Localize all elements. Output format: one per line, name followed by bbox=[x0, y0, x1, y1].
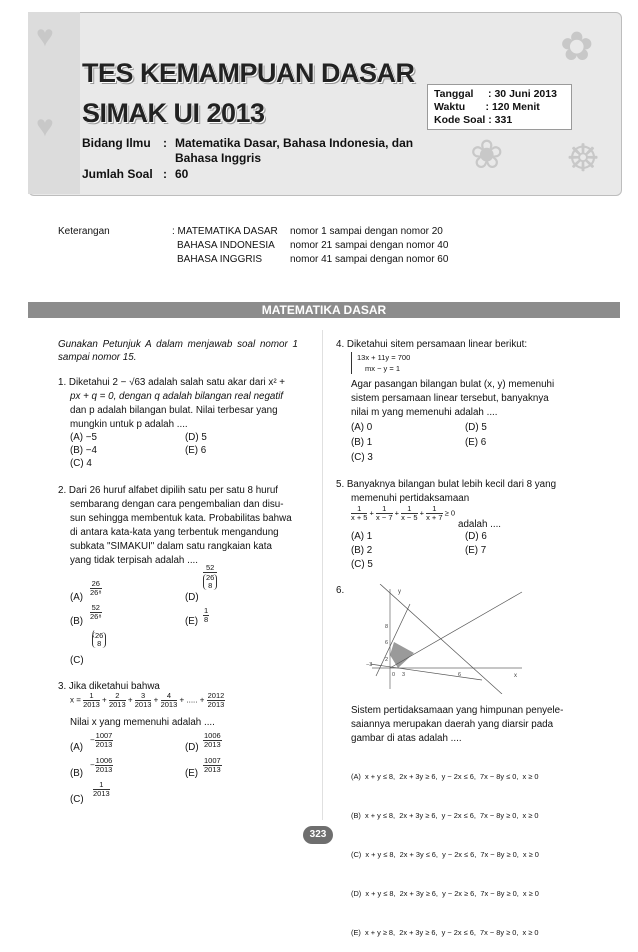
q3-option-b: (B) bbox=[70, 768, 84, 779]
q2-option-e: (E) bbox=[185, 616, 199, 627]
bidang-colon: : bbox=[163, 136, 167, 150]
q2-line: 2. Dari 26 huruf alfabet dipilih satu per satu 8 huruf bbox=[58, 485, 279, 496]
q1-line: px + q = 0, dengan q adalah bilangan real negatif bbox=[70, 391, 283, 402]
q2-option-b: (B) bbox=[70, 616, 84, 627]
q4-line: 4. Diketahui sitem persamaan linear berikut: bbox=[336, 339, 528, 350]
q4-line: nilai m yang memenuhi adalah .... bbox=[351, 407, 498, 418]
q2-option-d-binomial: 26 8 bbox=[203, 574, 217, 590]
q2-option-e-fraction: $\frac{1}{8}$ bbox=[204, 606, 209, 624]
q2-option-d-fraction: 52 26 8 bbox=[203, 564, 217, 590]
q2-line: yang tidak terpisah adalah .... bbox=[70, 555, 198, 566]
q5-option-e: (E) 7 bbox=[465, 545, 487, 556]
q6-line: Sistem pertidaksamaan yang himpunan penyele- bbox=[351, 705, 564, 716]
tick-label: −3 bbox=[366, 662, 373, 668]
flower-ornament-icon: ❀ bbox=[470, 133, 504, 177]
tick-label: 0 bbox=[392, 672, 396, 678]
q5-inequality: $\frac{1}{x + 5}$ + $\frac{1}{x - 7}$ + $\frac{1}{x - 5}$ + $\frac{1}{x + 7}$ ≥ 0 bbox=[351, 504, 456, 522]
q2-line: sun sehingga membentuk kata. Probabilitas bahwa bbox=[70, 513, 292, 524]
q3-option-a-value: − $\frac{1007}{2013}$ bbox=[90, 731, 113, 749]
axis-label-y: y bbox=[398, 589, 401, 595]
q2-option-a: (A) bbox=[70, 592, 84, 603]
q2-option-c-binomial: 26 8 bbox=[92, 632, 106, 648]
q4-option-a: (A) 0 bbox=[351, 422, 373, 433]
q2-line: di antara kata-kata yang terbentuk mengandung bbox=[70, 527, 279, 538]
q5-line: memenuhi pertidaksamaan bbox=[351, 493, 470, 504]
bidang-value-cont: Bahasa Inggris bbox=[175, 151, 262, 165]
q1-option-d: (D) 5 bbox=[185, 432, 207, 443]
heart-ornament-icon: ♥ bbox=[36, 20, 54, 53]
bidang-label: Bidang Ilmu bbox=[82, 136, 151, 150]
q4-option-b: (B) 1 bbox=[351, 437, 373, 448]
q4-option-d: (D) 5 bbox=[465, 422, 487, 433]
q5-option-b: (B) 2 bbox=[351, 545, 373, 556]
tick-label: 2 bbox=[385, 657, 389, 663]
q4-option-e: (E) 6 bbox=[465, 437, 487, 448]
q4-system bbox=[351, 352, 410, 374]
q4-option-c: (C) 3 bbox=[351, 452, 373, 463]
q5-option-d: (D) 6 bbox=[465, 531, 487, 542]
q5-option-a: (A) 1 bbox=[351, 531, 373, 542]
tick-label: 6 bbox=[458, 672, 462, 678]
page-number: 323 bbox=[303, 826, 333, 844]
kode-soal: Kode Soal : 331 bbox=[434, 114, 513, 126]
keterangan-range: nomor 41 sampai dengan nomor 60 bbox=[290, 254, 449, 265]
q3-option-d: (D) bbox=[185, 742, 199, 753]
section-banner: MATEMATIKA DASAR bbox=[28, 302, 620, 318]
keterangan-range: nomor 1 sampai dengan nomor 20 bbox=[290, 226, 443, 237]
line-2x-plus-3y-6 bbox=[370, 664, 482, 680]
q6-option-a: (A) x + y ≤ 8, 2x + 3y ≥ 6, y − 2x ≤ 6, 7x − 8y ≤ 0, x ≥ 0 bbox=[351, 772, 539, 781]
q3-option-c: (C) bbox=[70, 794, 84, 805]
q6-number: 6. bbox=[336, 585, 345, 596]
bidang-value: Matematika Dasar, Bahasa Indonesia, dan bbox=[175, 136, 414, 150]
shaded-region bbox=[390, 642, 414, 668]
heart-ornament-icon: ♥ bbox=[36, 110, 54, 143]
q2-option-c-binomial: ( bbox=[92, 629, 95, 638]
q2-option-b-fraction: $\frac{52}{\text{26⁸}}$ bbox=[90, 603, 102, 621]
tick-label: 6 bbox=[385, 640, 389, 646]
keterangan-subject: BAHASA INDONESIA bbox=[177, 240, 275, 251]
q3-line: Nilai x yang memenuhi adalah .... bbox=[70, 717, 215, 728]
waktu: Waktu : 120 Menit bbox=[434, 101, 540, 113]
q5-line: adalah .... bbox=[458, 519, 502, 530]
q4-line: sistem persamaan linear tersebut, banyaknya bbox=[351, 393, 549, 404]
q1-option-e: (E) 6 bbox=[185, 445, 207, 456]
exam-title-line1: TES KEMAMPUAN DASAR bbox=[82, 58, 415, 88]
q2-line: sembarang dengan cara pengembalian dan disu- bbox=[70, 499, 284, 510]
keterangan-range: nomor 21 sampai dengan nomor 40 bbox=[290, 240, 449, 251]
q3-option-e: (E) bbox=[185, 768, 199, 779]
q3-line: 3. Jika diketahui bahwa bbox=[58, 681, 160, 692]
q2-option-c: (C) bbox=[70, 655, 84, 666]
q3-option-c-value: $\frac{1}{2013}$ bbox=[93, 780, 110, 798]
keterangan-label: Keterangan bbox=[58, 226, 110, 237]
q1-line: dan p adalah bilangan bulat. Nilai terbesar yang bbox=[70, 405, 278, 416]
keterangan-subject: : MATEMATIKA DASAR bbox=[172, 226, 278, 237]
q6-option-b: (B) x + y ≤ 8, 2x + 3y ≥ 6, y − 2x ≤ 6, 7x − 8y ≥ 0, x ≥ 0 bbox=[351, 811, 539, 820]
jumlah-label: Jumlah Soal bbox=[82, 167, 153, 181]
q6-option-e: (E) x + y ≥ 8, 2x + 3y ≥ 6, y − 2x ≤ 6, 7x − 8y ≥ 0, x ≥ 0 bbox=[351, 928, 539, 937]
axis-label-x: x bbox=[514, 673, 517, 679]
q6-graph bbox=[362, 584, 527, 694]
q4-equation-1: 13x + 11y = 700 bbox=[357, 353, 411, 362]
q5-option-c: (C) 5 bbox=[351, 559, 373, 570]
column-divider bbox=[322, 330, 323, 820]
q1-option-c: (C) 4 bbox=[70, 458, 92, 469]
flower-ornament-icon: ✿ bbox=[560, 25, 594, 69]
q6-option-c: (C) x + y ≤ 8, 2x + 3y ≤ 6, y − 2x ≤ 6, 7x − 8y ≥ 0, x ≥ 0 bbox=[351, 850, 539, 859]
keterangan-subject: BAHASA INGGRIS bbox=[177, 254, 263, 265]
q1-option-a: (A) −5 bbox=[70, 432, 97, 443]
q6-option-d: (D) x + y ≤ 8, 2x + 3y ≥ 6, y − 2x ≥ 6, 7x − 8y ≥ 0, x ≥ 0 bbox=[351, 889, 539, 898]
mascot-ornament-icon: ☸ bbox=[566, 138, 601, 180]
tick-label: 3 bbox=[402, 672, 406, 678]
line-y-minus-2x-6 bbox=[376, 604, 410, 676]
exam-title-line2: SIMAK UI 2013 bbox=[82, 98, 265, 128]
q1-line: 1. Diketahui 2 − √63 adalah salah satu akar dari x² + bbox=[58, 377, 286, 388]
q6-line: saiannya merupakan daerah yang diarsir pada bbox=[351, 719, 554, 730]
q5-line: 5. Banyaknya bilangan bulat lebih kecil dari 8 yang bbox=[336, 479, 557, 490]
q2-option-a-fraction: $\frac{26}{\text{26⁸}}$ bbox=[90, 579, 102, 597]
q3-option-d-value: $\frac{1006}{2013}$ bbox=[204, 731, 221, 749]
q6-options bbox=[351, 744, 539, 952]
tick-label: 8 bbox=[385, 624, 389, 630]
q4-equation-2: mx − y = 1 bbox=[365, 364, 401, 373]
q6-line: gambar di atas adalah .... bbox=[351, 733, 462, 744]
q4-line: Agar pasangan bilangan bulat (x, y) memenuhi bbox=[351, 379, 555, 390]
jumlah-value: 60 bbox=[175, 167, 189, 181]
q3-option-b-value: − $\frac{1006}{2013}$ bbox=[90, 756, 113, 774]
q3-equation: x = $\frac{1}{2013}$ + $\frac{2}{2013}$ + $\frac{3}{2013}$ + $\frac{4}{2013}$ + ..... + $\frac{2012}{2013}$ bbox=[70, 691, 225, 709]
q1-option-b: (B) −4 bbox=[70, 445, 97, 456]
q1-line: mungkin untuk p adalah .... bbox=[70, 419, 188, 430]
q2-option-d: (D) bbox=[185, 592, 199, 603]
q2-line: subkata "SIMAKUI" dalam satu rangkaian kata bbox=[70, 541, 272, 552]
q3-option-e-value: $\frac{1007}{2013}$ bbox=[204, 756, 221, 774]
exam-info-box bbox=[427, 84, 572, 130]
line-7x-minus-8y-0 bbox=[390, 592, 522, 668]
q3-option-a: (A) bbox=[70, 742, 84, 753]
instruction: Gunakan Petunjuk A dalam menjawab soal nomor 1 sampai nomor 15. bbox=[58, 339, 298, 363]
tanggal: Tanggal : 30 Juni 2013 bbox=[434, 88, 557, 100]
jumlah-colon: : bbox=[163, 167, 167, 181]
